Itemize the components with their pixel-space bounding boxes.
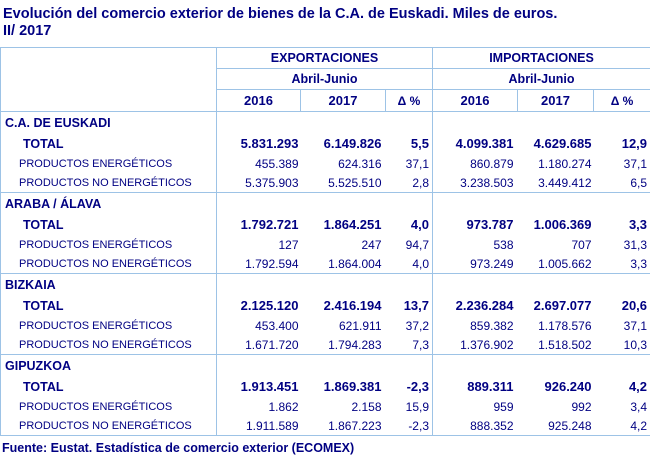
row-label: PRODUCTOS NO ENERGÉTICOS xyxy=(1,254,217,274)
value-cell: 12,9 xyxy=(621,136,648,151)
value-cell: 1.178.576 xyxy=(538,318,592,333)
value-cell: 973.249 xyxy=(470,256,514,271)
row-label: PRODUCTOS ENERGÉTICOS xyxy=(1,235,217,254)
value-cell: 1.180.274 xyxy=(538,156,592,171)
data-row xyxy=(1,214,650,235)
value-cell: 4,2 xyxy=(630,418,648,433)
section-spacer xyxy=(217,274,433,296)
value-cell: -2,3 xyxy=(386,416,433,436)
section-header-row xyxy=(1,193,650,215)
value-cell: 1.005.662 xyxy=(538,256,592,271)
data-row xyxy=(1,254,650,274)
value-cell: 1.867.223 xyxy=(328,418,382,433)
value-cell: 5.831.293 xyxy=(240,136,299,151)
value-cell: 4,0 xyxy=(386,254,433,274)
value-cell: 888.352 xyxy=(470,418,514,433)
value-cell: 4.629.685 xyxy=(533,136,592,151)
value-cell: 455.389 xyxy=(255,156,299,171)
importaciones-header: IMPORTACIONES xyxy=(433,48,650,69)
value-cell: 20,6 xyxy=(621,298,648,313)
section-name: BIZKAIA xyxy=(1,274,217,296)
value-cell: 37,1 xyxy=(623,318,648,333)
section-spacer xyxy=(433,355,650,377)
section-header-row xyxy=(1,274,650,296)
value-cell: 1.913.451 xyxy=(240,379,299,394)
value-cell: 37,1 xyxy=(623,156,648,171)
section-spacer xyxy=(217,355,433,377)
row-label: TOTAL xyxy=(1,214,217,235)
value-cell: 1.006.369 xyxy=(533,217,592,232)
section-header-row xyxy=(1,112,650,134)
value-cell: 13,7 xyxy=(386,295,433,316)
data-row xyxy=(1,335,650,355)
row-label: TOTAL xyxy=(1,133,217,154)
value-cell: 973.787 xyxy=(466,217,514,232)
value-cell: 926.240 xyxy=(544,379,592,394)
value-cell: 1.671.720 xyxy=(245,337,299,352)
row-label: PRODUCTOS NO ENERGÉTICOS xyxy=(1,416,217,436)
exp-delta-header: Δ % xyxy=(386,90,433,112)
value-cell: 2.697.077 xyxy=(533,298,592,313)
value-cell: 5,5 xyxy=(386,133,433,154)
value-cell: 959 xyxy=(493,399,514,414)
section-name: ARABA / ÁLAVA xyxy=(1,193,217,215)
value-cell: 2,8 xyxy=(386,173,433,193)
value-cell: 247 xyxy=(361,237,382,252)
value-cell: 15,9 xyxy=(386,397,433,416)
section-name: C.A. DE EUSKADI xyxy=(1,112,217,134)
row-label: TOTAL xyxy=(1,295,217,316)
imp-2016-header: 2016 xyxy=(433,90,518,112)
page-title xyxy=(0,6,650,40)
value-cell: 1.376.902 xyxy=(460,337,514,352)
page-title-line2: II/ 2017 xyxy=(3,23,52,39)
exportaciones-period-header: Abril-Junio xyxy=(217,69,433,90)
value-cell: 1.864.004 xyxy=(328,256,382,271)
value-cell: 859.382 xyxy=(470,318,514,333)
value-cell: 1.862 xyxy=(268,399,299,414)
value-cell: 3.449.412 xyxy=(538,175,592,190)
imp-2017-header: 2017 xyxy=(518,90,594,112)
value-cell: 860.879 xyxy=(470,156,514,171)
value-cell: 2.416.194 xyxy=(323,298,382,313)
row-label: PRODUCTOS ENERGÉTICOS xyxy=(1,154,217,173)
value-cell: 2.125.120 xyxy=(240,298,299,313)
page-title-line1: Evolución del comercio exterior de bienes de la C.A. de Euskadi. Miles de euros. xyxy=(3,6,558,22)
value-cell: 127 xyxy=(278,237,299,252)
trade-table xyxy=(0,47,650,436)
value-cell: 925.248 xyxy=(548,418,592,433)
row-label: PRODUCTOS NO ENERGÉTICOS xyxy=(1,335,217,355)
row-label: TOTAL xyxy=(1,376,217,397)
value-cell: 94,7 xyxy=(386,235,433,254)
data-row xyxy=(1,397,650,416)
value-cell: 37,2 xyxy=(386,316,433,335)
section-spacer xyxy=(433,193,650,215)
data-row xyxy=(1,235,650,254)
value-cell: 5.525.510 xyxy=(328,175,382,190)
row-label: PRODUCTOS ENERGÉTICOS xyxy=(1,397,217,416)
value-cell: 621.911 xyxy=(339,318,382,333)
value-cell: 453.400 xyxy=(255,318,299,333)
value-cell: 3,4 xyxy=(630,399,648,414)
section-spacer xyxy=(217,193,433,215)
value-cell: 1.518.502 xyxy=(538,337,592,352)
value-cell: -2,3 xyxy=(386,376,433,397)
importaciones-period-header: Abril-Junio xyxy=(433,69,650,90)
value-cell: 6,5 xyxy=(630,175,648,190)
exportaciones-header: EXPORTACIONES xyxy=(217,48,433,69)
table-header xyxy=(1,48,650,112)
section-spacer xyxy=(217,112,433,134)
data-row xyxy=(1,154,650,173)
value-cell: 1.869.381 xyxy=(323,379,382,394)
corner-cell xyxy=(1,48,217,112)
value-cell: 3,3 xyxy=(628,217,648,232)
value-cell: 1.792.721 xyxy=(240,217,299,232)
value-cell: 4.099.381 xyxy=(455,136,514,151)
section-header-row xyxy=(1,355,650,377)
value-cell: 1.911.589 xyxy=(246,418,299,433)
imp-delta-header: Δ % xyxy=(610,93,634,108)
row-label: PRODUCTOS ENERGÉTICOS xyxy=(1,316,217,335)
value-cell: 538 xyxy=(493,237,514,252)
row-label: PRODUCTOS NO ENERGÉTICOS xyxy=(1,173,217,193)
value-cell: 37,1 xyxy=(386,154,433,173)
data-row xyxy=(1,416,650,436)
value-cell: 6.149.826 xyxy=(323,136,382,151)
data-row xyxy=(1,376,650,397)
value-cell: 7,3 xyxy=(386,335,433,355)
data-row xyxy=(1,133,650,154)
value-cell: 889.311 xyxy=(467,379,514,394)
value-cell: 3,3 xyxy=(630,256,648,271)
table-body xyxy=(1,112,650,436)
value-cell: 4,0 xyxy=(386,214,433,235)
section-spacer xyxy=(433,274,650,296)
value-cell: 31,3 xyxy=(623,237,648,252)
value-cell: 10,3 xyxy=(623,337,648,352)
value-cell: 3.238.503 xyxy=(460,175,514,190)
exp-2016-header: 2016 xyxy=(217,90,301,112)
value-cell: 1.794.283 xyxy=(328,337,382,352)
value-cell: 4,2 xyxy=(628,379,648,394)
group-header-row xyxy=(1,48,650,69)
section-name: GIPUZKOA xyxy=(1,355,217,377)
value-cell: 1.864.251 xyxy=(323,217,382,232)
data-row xyxy=(1,173,650,193)
value-cell: 1.792.594 xyxy=(245,256,299,271)
value-cell: 992 xyxy=(571,399,592,414)
source-note: Fuente: Eustat. Estadística de comercio exterior (ECOMEX) xyxy=(2,441,355,455)
section-spacer xyxy=(433,112,650,134)
value-cell: 2.158 xyxy=(351,399,382,414)
data-row xyxy=(1,316,650,335)
data-row xyxy=(1,295,650,316)
value-cell: 2.236.284 xyxy=(455,298,514,313)
value-cell: 624.316 xyxy=(338,156,382,171)
value-cell: 707 xyxy=(571,237,592,252)
value-cell: 5.375.903 xyxy=(245,175,299,190)
exp-2017-header: 2017 xyxy=(301,90,386,112)
